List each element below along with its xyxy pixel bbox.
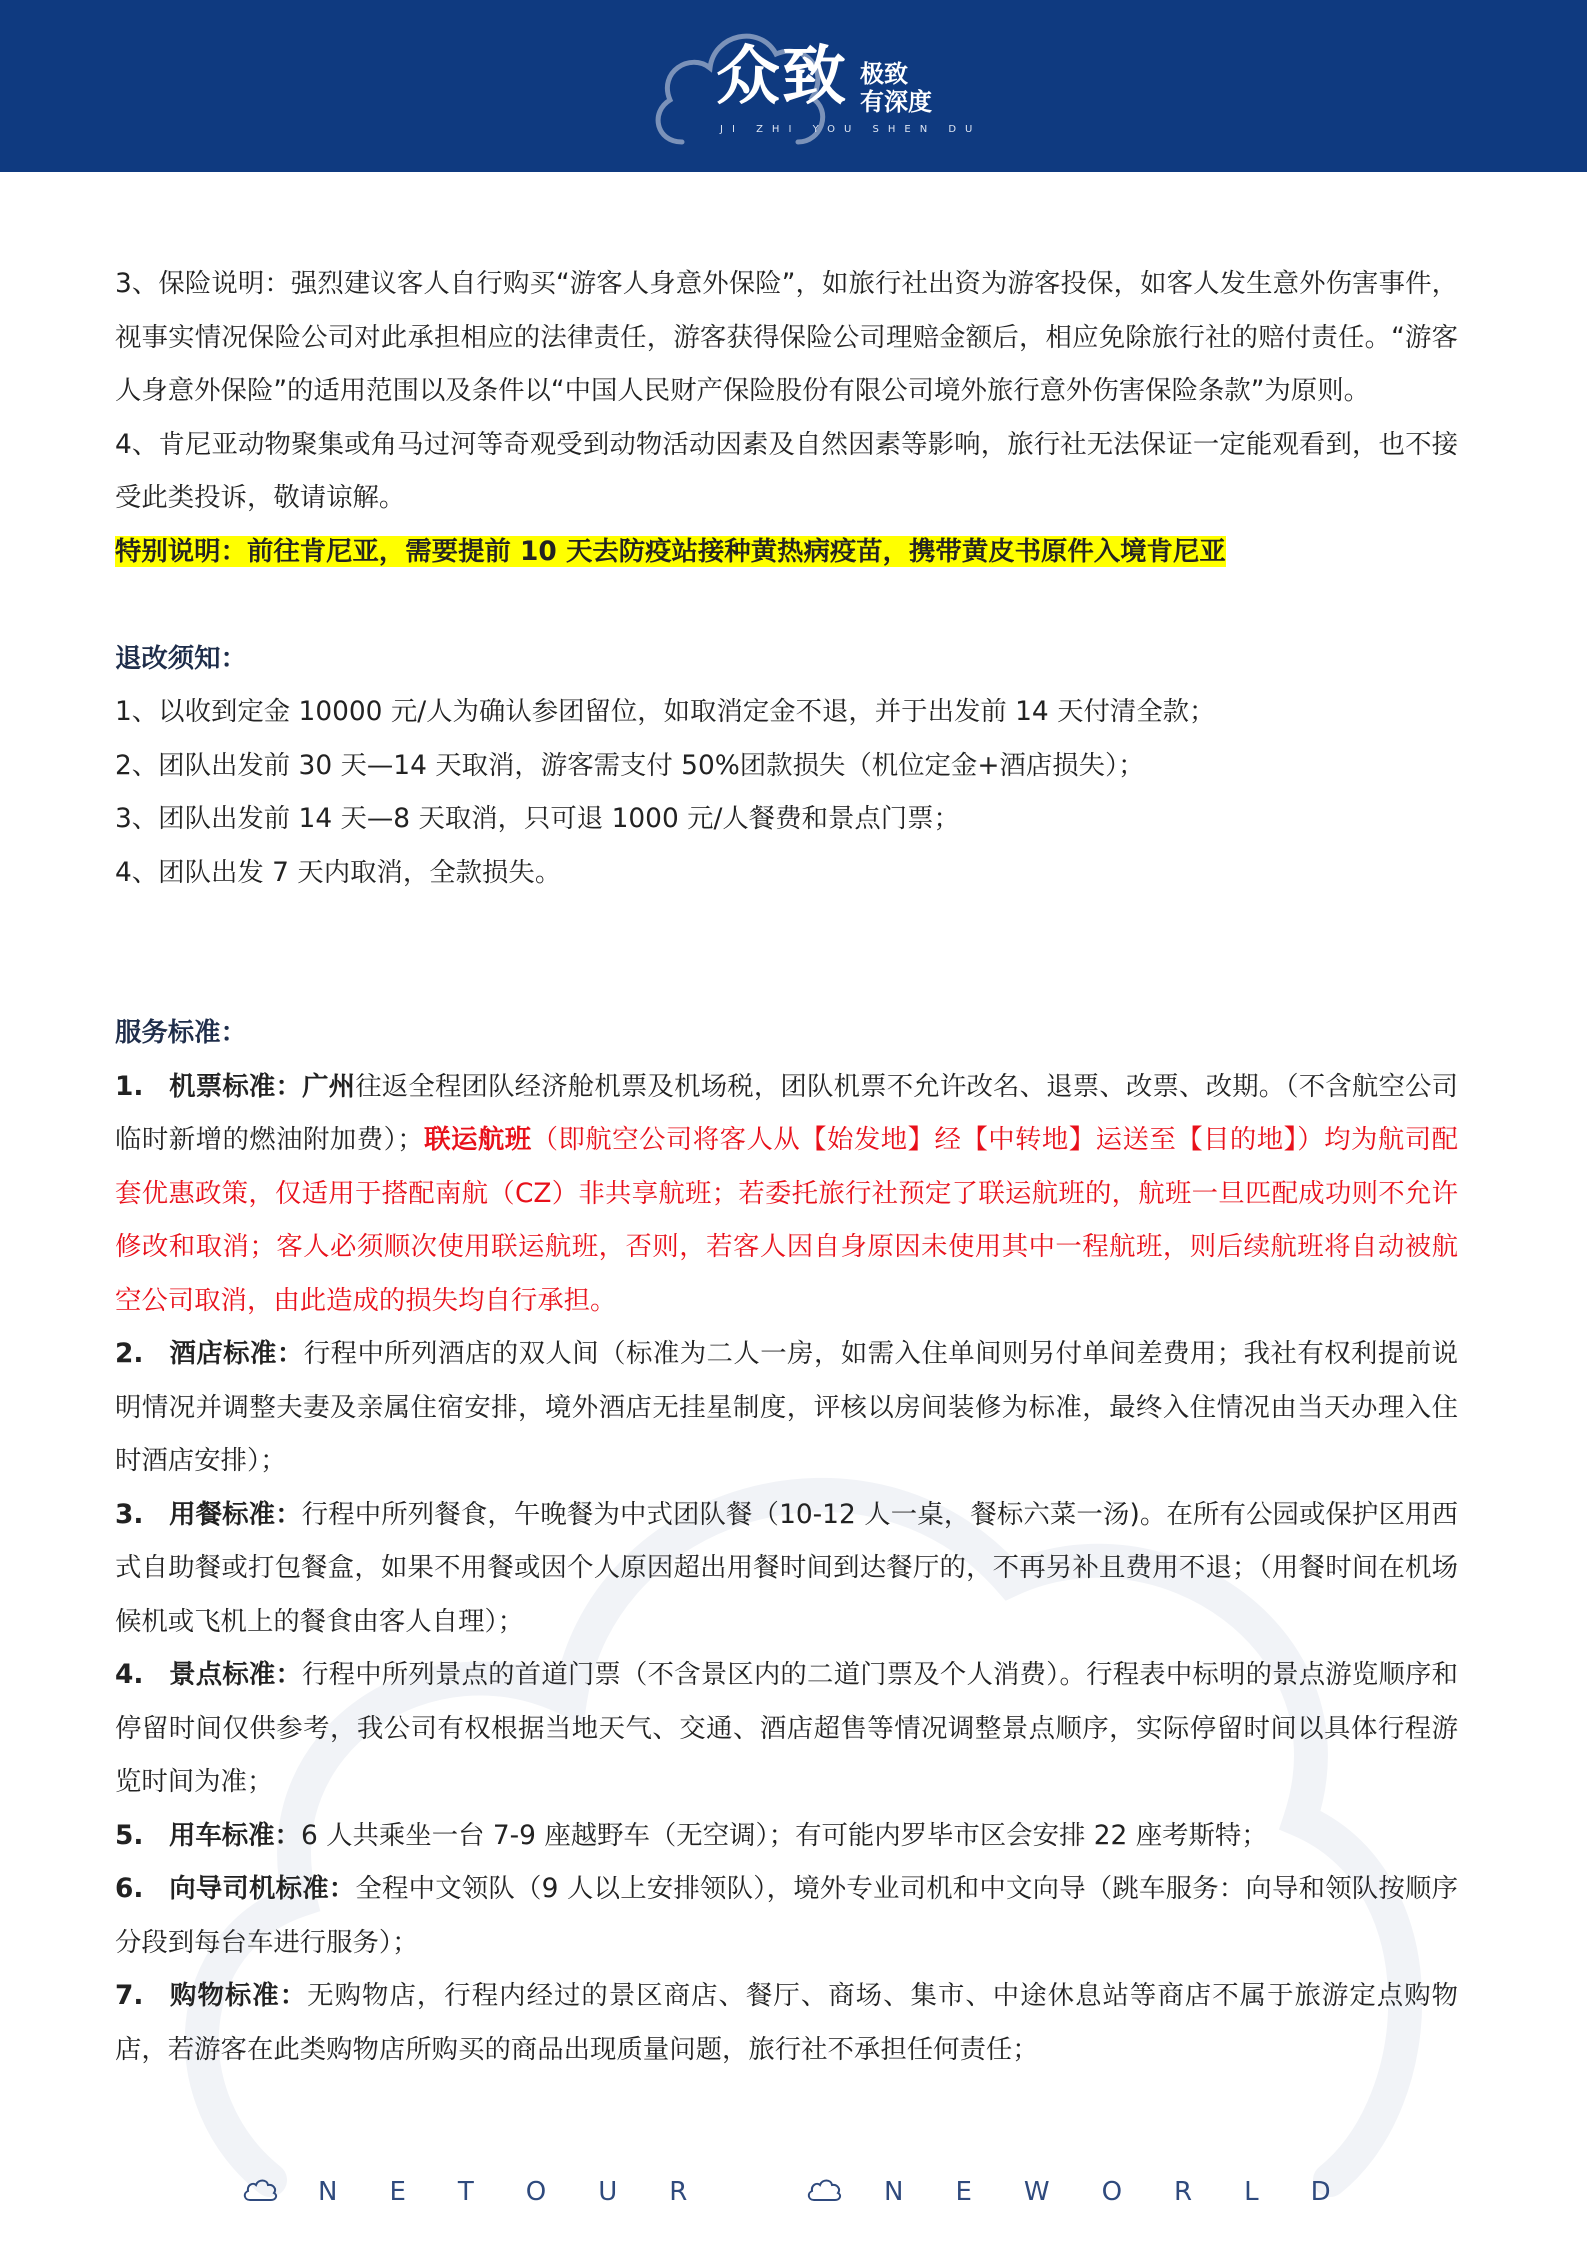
logo-main-text: 众致 <box>716 40 848 114</box>
footer-text-onetour: NETOUR <box>318 2177 740 2207</box>
header-banner <box>0 0 1587 172</box>
item-text: 6 人共乘坐一台 7-9 座越野车（无空调）；有可能内罗毕市区会安排 22 座考斯特； <box>300 1819 1268 1851</box>
service-item-vehicle <box>115 1809 1458 1863</box>
item-label: 景点标准： <box>169 1659 303 1690</box>
footer-text-oneworld: NEWORLD <box>884 2177 1383 2207</box>
item-label: 向导司机标准： <box>169 1873 356 1904</box>
item-text: 行程中所列餐食，午晚餐为中式团队餐（10-12 人一桌，餐标六菜一汤)。在所有公园或保护区用西式自助餐或打包餐盒，如果不用餐或因个人原因超出用餐时间到达餐厅的，不再另补且费用不退；（用餐时间在机场候机或飞机上的餐食由客人自理）； <box>115 1498 1459 1637</box>
departure-city: 广州 <box>302 1070 356 1102</box>
document-body <box>115 257 1458 2076</box>
wildlife-note: 4、肯尼亚动物聚集或角马过河等奇观受到动物活动因素及自然因素等影响，旅行社无法保证一定能观看到，也不接受此类投诉，敬请谅解。 <box>115 428 1458 513</box>
item-number: 1. <box>115 1070 144 1102</box>
service-item-flight <box>115 1060 1458 1328</box>
connecting-flight-text: （即航空公司将客人从【始发地】经【中转地】运送至【目的地】）均为航司配套优惠政策，仅适用于搭配南航（CZ）非共享航班；若委托旅行社预定了联运航班的，航班一旦匹配成功则不允许修改和取消；客人必须顺次使用联运航班，否则，若客人因自身原因未使用其中一程航班，则后续航班将自动被航空公司取消，由此造成的损失均自行承担。 <box>115 1124 1458 1316</box>
item-number: 5. <box>115 1819 144 1851</box>
connecting-flight-label: 联运航班 <box>423 1124 532 1155</box>
service-item-attractions <box>115 1648 1458 1809</box>
refund-title: 退改须知： <box>115 642 247 674</box>
cloud-icon <box>242 2178 278 2204</box>
item-number: 7. <box>115 1980 144 2011</box>
item-label: 购物标准： <box>169 1980 308 2011</box>
special-note-text: 特别说明：前往肯尼亚，需要提前 10 天去防疫站接种黄热病疫苗，携带黄皮书原件入境肯尼亚 <box>115 535 1226 567</box>
insurance-note: 3、保险说明：强烈建议客人自行购买“游客人身意外保险”，如旅行社出资为游客投保，如客人发生意外伤害事件，视事实情况保险公司对此承担相应的法律责任，游客获得保险公司理赔金额后，相应免除旅行社的赔付责任。“游客人身意外保险”的适用范围以及条件以“中国人民财产保险股份有限公司境外旅行意外伤害保险条款”为原则。 <box>115 268 1458 406</box>
item-number: 6. <box>115 1873 144 1904</box>
service-item-meals <box>115 1488 1458 1649</box>
logo-pinyin: JI ZHI YOU SHEN DU <box>720 124 982 135</box>
service-item-hotel <box>115 1327 1458 1488</box>
item-text: 行程中所列景点的首道门票（不含景区内的二道门票及个人消费）。行程表中标明的景点游览顺序和停留时间仅供参考，我公司有权根据当地天气、交通、酒店超售等情况调整景点顺序，实际停留时间以具体行程游览时间为准； <box>115 1659 1458 1797</box>
special-note <box>115 525 1458 579</box>
item-text: 全程中文领队（9 人以上安排领队），境外专业司机和中文向导（跳车服务：向导和领队按顺序分段到每台车进行服务）； <box>115 1873 1459 1958</box>
refund-item: 2、团队出发前 30 天—14 天取消，游客需支付 50%团款损失（机位定金+酒店损失）； <box>115 749 1145 781</box>
item-label: 用餐标准： <box>169 1498 302 1530</box>
refund-item: 3、团队出发前 14 天—8 天取消，只可退 1000 元/人餐费和景点门票； <box>115 803 960 834</box>
footer <box>0 2170 1587 2214</box>
refund-item: 1、以收到定金 10000 元/人为确认参团留位，如取消定金不退，并于出发前 14 天付清全款； <box>115 696 1216 727</box>
service-title: 服务标准： <box>115 1017 247 1048</box>
service-item-shopping <box>115 1969 1458 2076</box>
item-text: 行程中所列酒店的双人间（标准为二人一房，如需入住单间则另付单间差费用；我社有权利提前说明情况并调整夫妻及亲属住宿安排，境外酒店无挂星制度，评核以房间装修为标准，最终入住情况由当天办理入住时酒店安排）； <box>115 1338 1458 1476</box>
logo-sub-text-2: 有深度 <box>860 88 932 116</box>
item-label: 机票标准： <box>169 1070 303 1102</box>
item-number: 4. <box>115 1659 144 1690</box>
item-label: 用车标准： <box>169 1819 301 1851</box>
logo-sub-text-1: 极致 <box>860 60 908 88</box>
cloud-icon <box>806 2178 842 2204</box>
item-number: 2. <box>115 1338 144 1369</box>
service-item-guide <box>115 1862 1458 1969</box>
item-number: 3. <box>115 1498 144 1530</box>
item-label: 酒店标准： <box>169 1338 304 1369</box>
item-text: 往返全程团队经济舱机票及机场税，团队机票不允许改名、退票、改票、改期。（不含航空公司临时新增的燃油附加费）； <box>115 1070 1459 1155</box>
item-text: 无购物店，行程内经过的景区商店、餐厅、商场、集市、中途休息站等商店不属于旅游定点购物店，若游客在此类购物店所购买的商品出现质量问题，旅行社不承担任何责任； <box>115 1980 1459 2065</box>
refund-item: 4、团队出发 7 天内取消，全款损失。 <box>115 856 562 888</box>
